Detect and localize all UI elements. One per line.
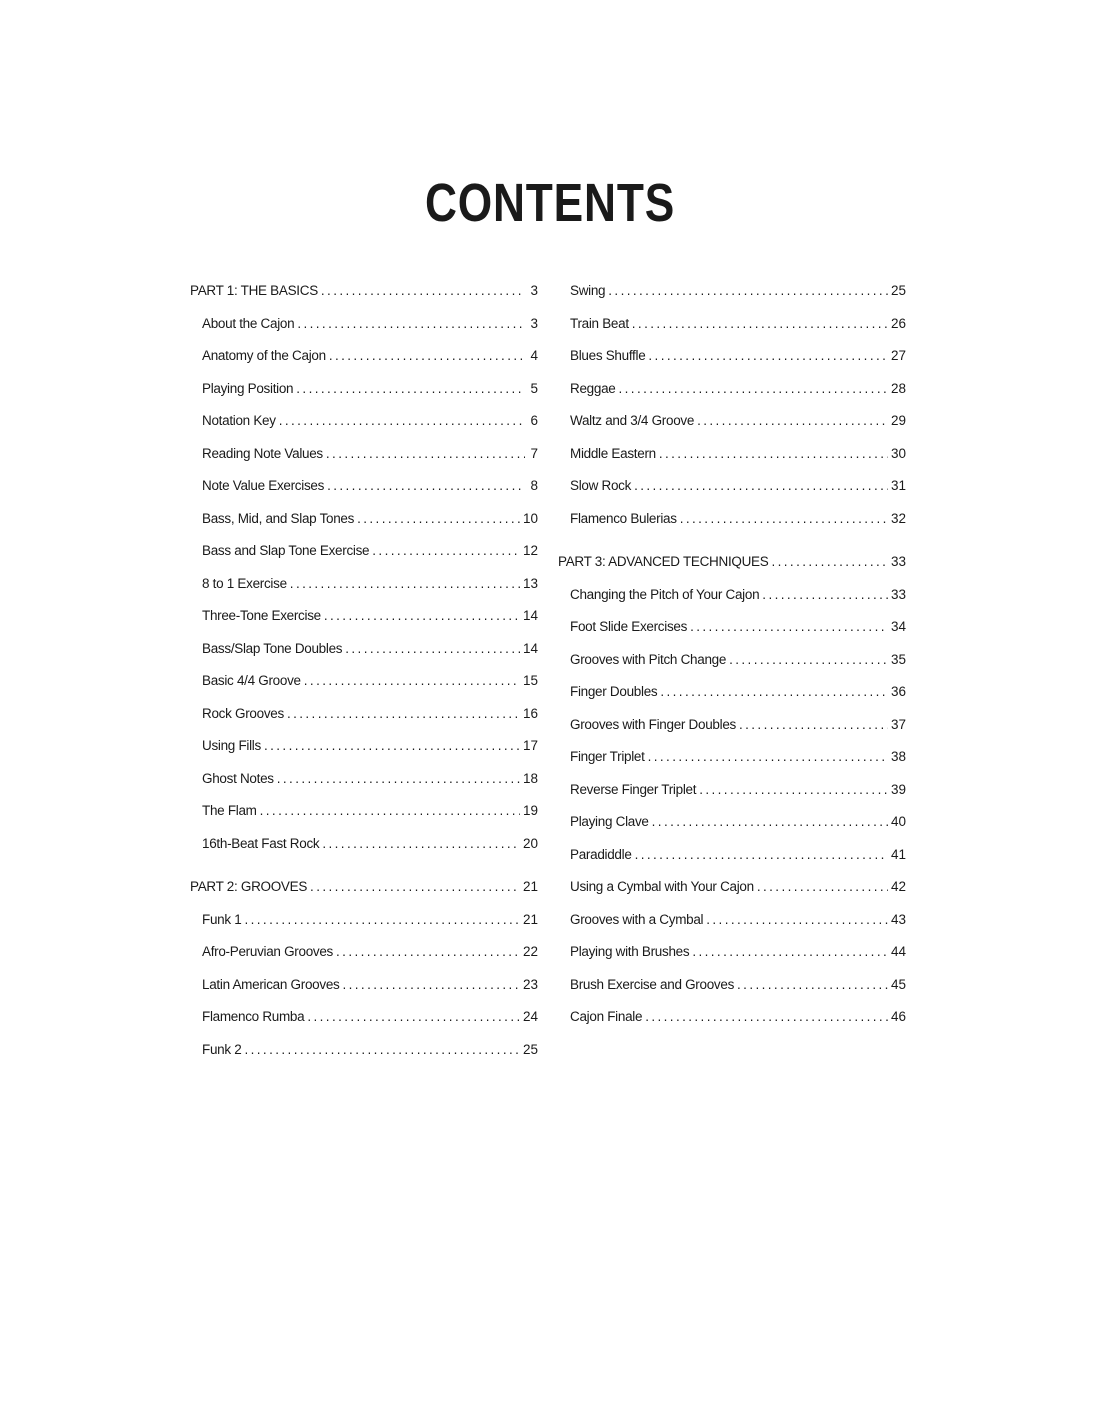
toc-entry[interactable] — [558, 969, 906, 1002]
entry-title: Ghost Notes — [202, 770, 274, 786]
entry-title: Funk 2 — [202, 1041, 242, 1057]
toc-entry[interactable] — [190, 535, 538, 568]
toc-entry[interactable] — [190, 503, 538, 536]
toc-entry[interactable] — [558, 275, 906, 308]
toc-entry[interactable] — [558, 438, 906, 471]
dot-leader — [322, 828, 520, 861]
entry-title: Grooves with Pitch Change — [570, 651, 727, 667]
dot-leader — [260, 795, 520, 828]
entry-title: Reverse Finger Triplet — [570, 781, 697, 797]
page-number: 38 — [890, 749, 906, 764]
toc-entry[interactable] — [558, 1001, 906, 1034]
entry-title: Finger Triplet — [570, 749, 645, 764]
page-number: 8 — [530, 478, 538, 493]
page-number: 37 — [890, 716, 906, 732]
page-number: 32 — [890, 510, 906, 526]
toc-entry[interactable] — [190, 698, 538, 731]
entry-title: Finger Doubles — [570, 684, 658, 699]
entry-title: Rock Grooves — [202, 705, 284, 721]
dot-leader — [697, 405, 888, 438]
entry-title: Flamenco Rumba — [202, 1009, 305, 1024]
dot-leader — [342, 969, 519, 1002]
page-number: 29 — [890, 413, 906, 428]
page-number: 30 — [890, 445, 906, 461]
page-number: 35 — [890, 651, 906, 667]
toc-entry[interactable] — [190, 405, 538, 438]
toc-entry[interactable] — [558, 806, 906, 839]
page-number: 10 — [522, 510, 538, 526]
dot-leader — [660, 676, 888, 709]
entry-title: Notation Key — [202, 413, 276, 428]
dot-leader — [632, 308, 888, 341]
toc-entry[interactable] — [558, 579, 906, 612]
entry-title: Grooves with a Cymbal — [570, 911, 704, 927]
dot-leader — [762, 579, 888, 612]
toc-entry[interactable] — [190, 763, 538, 796]
toc-entry[interactable] — [190, 600, 538, 633]
page-number: 44 — [890, 944, 906, 959]
page-number: 43 — [890, 911, 906, 927]
entry-title: Foot Slide Exercises — [570, 619, 688, 634]
dot-leader — [324, 600, 520, 633]
entry-title: Waltz and 3/4 Groove — [570, 413, 695, 428]
toc-entry[interactable] — [558, 839, 906, 872]
toc-entry[interactable] — [558, 611, 906, 644]
entry-title: Blues Shuffle — [570, 348, 646, 363]
dot-leader — [244, 904, 519, 937]
entry-title: Note Value Exercises — [202, 478, 325, 493]
dot-leader — [645, 1001, 888, 1034]
page-number: 34 — [890, 619, 906, 634]
entry-title: Playing with Brushes — [570, 944, 690, 959]
page-number: 16 — [522, 705, 538, 721]
entry-title: Bass/Slap Tone Doubles — [202, 640, 343, 656]
page-number: 39 — [890, 781, 906, 797]
page-number: 21 — [522, 879, 538, 894]
dot-leader — [692, 936, 888, 969]
toc-entry[interactable] — [190, 936, 538, 969]
entry-title: Using Fills — [202, 738, 261, 753]
dot-leader — [307, 1001, 520, 1034]
toc-entry[interactable] — [190, 828, 538, 861]
dot-leader — [634, 470, 888, 503]
dot-leader — [706, 904, 888, 937]
toc-entry[interactable] — [190, 633, 538, 666]
page-number: 23 — [522, 976, 538, 992]
dot-leader — [279, 405, 525, 438]
toc-entry[interactable] — [558, 709, 906, 742]
entry-title: The Flam — [202, 803, 257, 818]
dot-leader — [739, 709, 888, 742]
dot-leader — [327, 470, 525, 503]
entry-title: Bass, Mid, and Slap Tones — [202, 510, 355, 526]
page-number: 21 — [522, 911, 538, 927]
dot-leader — [297, 308, 525, 341]
toc-part-heading[interactable] — [558, 546, 906, 579]
page-number: 17 — [522, 738, 538, 753]
page-number: 25 — [522, 1041, 538, 1057]
dot-leader — [296, 373, 525, 406]
entry-title: Flamenco Bulerias — [570, 510, 677, 526]
page-number: 27 — [890, 348, 906, 363]
toc-section-part-1-the-basics — [190, 275, 538, 860]
entry-title: Grooves with Finger Doubles — [570, 716, 736, 732]
dot-leader — [690, 611, 888, 644]
toc-left-column — [190, 275, 538, 1066]
dot-leader — [652, 806, 888, 839]
dot-leader — [372, 535, 520, 568]
toc-entry[interactable] — [558, 644, 906, 677]
part-title: PART 1: THE BASICS — [190, 283, 318, 298]
dot-leader — [659, 438, 888, 471]
entry-title: Reggae — [570, 380, 616, 396]
page-number: 20 — [522, 835, 538, 851]
page-number: 14 — [522, 640, 538, 656]
dot-leader — [357, 503, 520, 536]
entry-title: Middle Eastern — [570, 445, 656, 461]
page-number: 5 — [530, 380, 538, 396]
entry-title: Anatomy of the Cajon — [202, 348, 326, 363]
toc-entry[interactable] — [190, 340, 538, 373]
dot-leader — [287, 698, 520, 731]
dot-leader — [619, 373, 888, 406]
toc-section-continued — [558, 275, 906, 535]
entry-title: Basic 4/4 Groove — [202, 673, 301, 688]
entry-title: 8 to 1 Exercise — [202, 575, 287, 591]
entry-title: Bass and Slap Tone Exercise — [202, 543, 370, 558]
page-number: 3 — [530, 283, 538, 298]
page-number: 36 — [890, 684, 906, 699]
dot-leader — [264, 730, 520, 763]
page-number: 12 — [522, 543, 538, 558]
entry-title: Reading Note Values — [202, 445, 323, 461]
page-number: 19 — [522, 803, 538, 818]
toc-entry[interactable] — [190, 1001, 538, 1034]
dot-leader — [326, 438, 525, 471]
entry-title: Latin American Grooves — [202, 976, 340, 992]
toc-entry[interactable] — [558, 676, 906, 709]
dot-leader — [321, 275, 525, 308]
entry-title: Changing the Pitch of Your Cajon — [570, 586, 760, 602]
dot-leader — [608, 275, 888, 308]
toc-entry[interactable] — [558, 503, 906, 536]
toc-entry[interactable] — [190, 730, 538, 763]
page-number: 26 — [890, 315, 906, 331]
dot-leader — [680, 503, 888, 536]
page-number: 14 — [522, 608, 538, 623]
dot-leader — [304, 665, 520, 698]
entry-title: Afro-Peruvian Grooves — [202, 944, 334, 959]
entry-title: Swing — [570, 283, 606, 298]
entry-title: Funk 1 — [202, 911, 242, 927]
entry-title: Train Beat — [570, 315, 629, 331]
entry-title: 16th-Beat Fast Rock — [202, 835, 320, 851]
dot-leader — [648, 340, 888, 373]
page-number: 33 — [890, 554, 906, 569]
entry-title: Paradiddle — [570, 846, 632, 862]
entry-title: Playing Position — [202, 380, 294, 396]
toc-part-heading[interactable] — [190, 275, 538, 308]
toc-entry[interactable] — [190, 308, 538, 341]
toc-entry[interactable] — [190, 904, 538, 937]
page-number: 22 — [522, 944, 538, 959]
page-title: CONTENTS — [424, 173, 676, 233]
dot-leader — [737, 969, 888, 1002]
dot-leader — [771, 546, 888, 579]
toc-entry[interactable] — [558, 373, 906, 406]
toc-entry[interactable] — [558, 774, 906, 807]
dot-leader — [290, 568, 520, 601]
page-number: 45 — [890, 976, 906, 992]
toc-part-heading[interactable] — [190, 871, 538, 904]
page-number: 18 — [522, 770, 538, 786]
toc-entry[interactable] — [558, 936, 906, 969]
toc-entry[interactable] — [190, 1034, 538, 1067]
dot-leader — [244, 1034, 519, 1067]
toc-entry[interactable] — [558, 308, 906, 341]
toc-entry[interactable] — [190, 665, 538, 698]
dot-leader — [329, 340, 525, 373]
page-number: 4 — [530, 348, 538, 363]
entry-title: Brush Exercise and Grooves — [570, 976, 735, 992]
page-number: 3 — [530, 315, 538, 331]
entry-title: Slow Rock — [570, 478, 632, 493]
page-number: 33 — [890, 586, 906, 602]
toc-entry[interactable] — [558, 405, 906, 438]
page-number: 24 — [522, 1009, 538, 1024]
toc-entry[interactable] — [190, 795, 538, 828]
toc-entry[interactable] — [558, 470, 906, 503]
toc-section-part-2-grooves — [190, 871, 538, 1066]
dot-leader — [635, 839, 888, 872]
entry-title: Playing Clave — [570, 814, 649, 829]
page-number: 31 — [890, 478, 906, 493]
page-number: 15 — [522, 673, 538, 688]
dot-leader — [310, 871, 520, 904]
page-number: 25 — [890, 283, 906, 298]
dot-leader — [648, 741, 888, 774]
toc-entry[interactable] — [558, 741, 906, 774]
page-number: 28 — [890, 380, 906, 396]
page-number: 6 — [530, 413, 538, 428]
part-title: PART 2: GROOVES — [190, 879, 308, 894]
toc-entry[interactable] — [558, 871, 906, 904]
page-number: 13 — [522, 575, 538, 591]
page-number: 46 — [890, 1009, 906, 1024]
entry-title: Using a Cymbal with Your Cajon — [570, 879, 754, 894]
entry-title: About the Cajon — [202, 315, 295, 331]
toc-entry[interactable] — [190, 373, 538, 406]
toc-entry[interactable] — [190, 438, 538, 471]
entry-title: Three-Tone Exercise — [202, 608, 321, 623]
toc-entry[interactable] — [190, 568, 538, 601]
page-number: 7 — [530, 445, 538, 461]
page-number: 40 — [890, 814, 906, 829]
dot-leader — [729, 644, 888, 677]
page-number: 41 — [890, 846, 906, 862]
toc-right-column — [558, 275, 906, 1034]
toc-entry[interactable] — [190, 470, 538, 503]
dot-leader — [699, 774, 888, 807]
entry-title: Cajon Finale — [570, 1009, 643, 1024]
dot-leader — [757, 871, 888, 904]
part-title: PART 3: ADVANCED TECHNIQUES — [558, 554, 769, 569]
dot-leader — [336, 936, 520, 969]
dot-leader — [277, 763, 520, 796]
toc-section-part-3-advanced-techniques — [558, 546, 906, 1034]
dot-leader — [345, 633, 520, 666]
toc-entry[interactable] — [190, 969, 538, 1002]
toc-entry[interactable] — [558, 340, 906, 373]
toc-entry[interactable] — [558, 904, 906, 937]
page-number: 42 — [890, 879, 906, 894]
